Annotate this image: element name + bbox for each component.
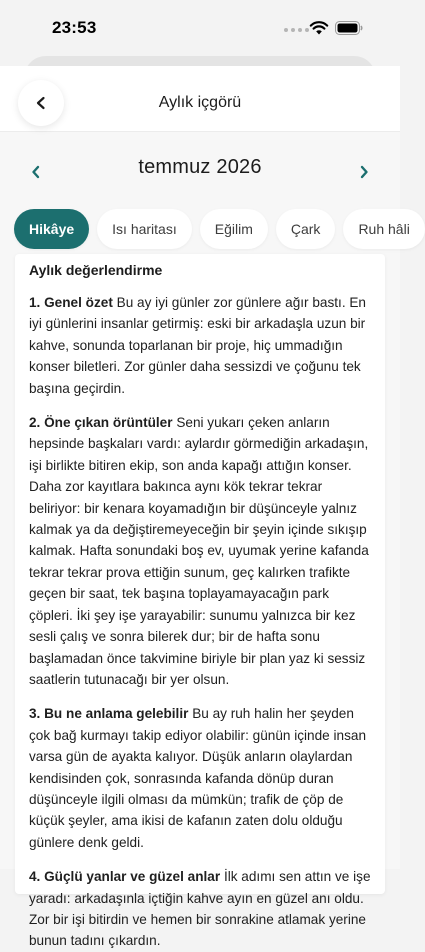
nav-header [0,66,400,132]
insight-sheet [0,66,410,949]
tab-mood[interactable]: Ruh hâli [343,209,424,249]
battery-icon [335,21,363,35]
tab-heatmap[interactable]: Isı haritası [97,209,192,249]
review-section-meaning [29,703,371,853]
status-bar [0,0,400,60]
signal-dots-icon [284,28,309,32]
tab-wheel[interactable]: Çark [276,209,336,249]
section-body: Seni yukarı çeken anların hepsinde başkaları vardı: aylardır görmediğin arkadaşın, işi birlikte bitiren ekip, son anda kapağı attığın konser. Daha zor kayıtlara bakınca aynı kök tekrar tekrar beliriyor: bir kenara koyamadığın bir düşünceyle yalnız kalmak ya da değiştiremeyeceğin bir şeyin içinde sıkışıp kalmak. Hafta sonundaki boş ev, uyumak yerine kafanda tekrar tekrar prova ettiğin sunum, geç kalırken trafikte geçen bir saat, tek başına toplayamayacağın park çöpleri. İki şey işe yarayabilir: sunumu yalnızca bir kez sesli çalış ve sonra bilerek dur; bir de hafta sonu başlamadan önce takvimine biriyle bir plan yaz ki sessiz saatlerin tutunacağı bir yer olsun. [29,415,369,687]
tab-trend[interactable]: Eğilim [200,209,268,249]
section-heading: 4. Güçlü yanlar ve güzel anlar [29,869,221,885]
review-title: Aylık değerlendirme [29,262,163,278]
section-heading: 3. Bu ne anlama gelebilir [29,706,189,722]
chevron-right-icon [358,165,370,179]
page-title: Aylık içgörü [158,94,242,111]
review-section-summary [29,292,371,399]
section-heading: 1. Genel özet [29,295,113,310]
section-body: Bu ay iyi günler zor günlere ağır bastı. En iyi günlerini insanlar getirmiş: eski bir arkadaşla uzun bir kahve, sonunda toparlanan bir proje, hiç ummadığın konser biletleri. Zor günler daha sessizdi ve çoğunu tek başına geçirdin. [29,295,366,396]
section-body: Bu ay ruh halin her şeyden çok bağ kurmayı takip ediyor olabilir: günün içinde insan varsa gün de ayakta kalıyor. Düşük anların olaylardan kendisinden çok, sonrasında kafanda dönüp duran düşünceyle ilgili olması da mümkün; trafik de çöp de küçük şeyler, ama ikisi de kafanın zaten dolu olduğu günlere denk geldi. [29,706,367,850]
next-month-button[interactable] [350,158,378,186]
review-section-strengths [29,866,371,952]
status-time: 23:53 [52,18,97,37]
wifi-icon [309,20,329,36]
section-body: İlk adımı sen attın ve işe yaradı: arkadaşınla içtiğin kahve ayın en güzel anı oldu. Zor bir işi bitirdin ve hemen bir sonrakine atlamak yerine bunun tadını çıkardın. [29,869,371,949]
review-section-patterns [29,412,371,690]
monthly-review-card [15,254,385,949]
section-heading: 2. Öne çıkan örüntüler [29,415,173,431]
month-label: temmuz 2026 [138,156,262,178]
tab-story[interactable]: Hikâye [14,209,89,249]
tab-bar [14,209,425,249]
